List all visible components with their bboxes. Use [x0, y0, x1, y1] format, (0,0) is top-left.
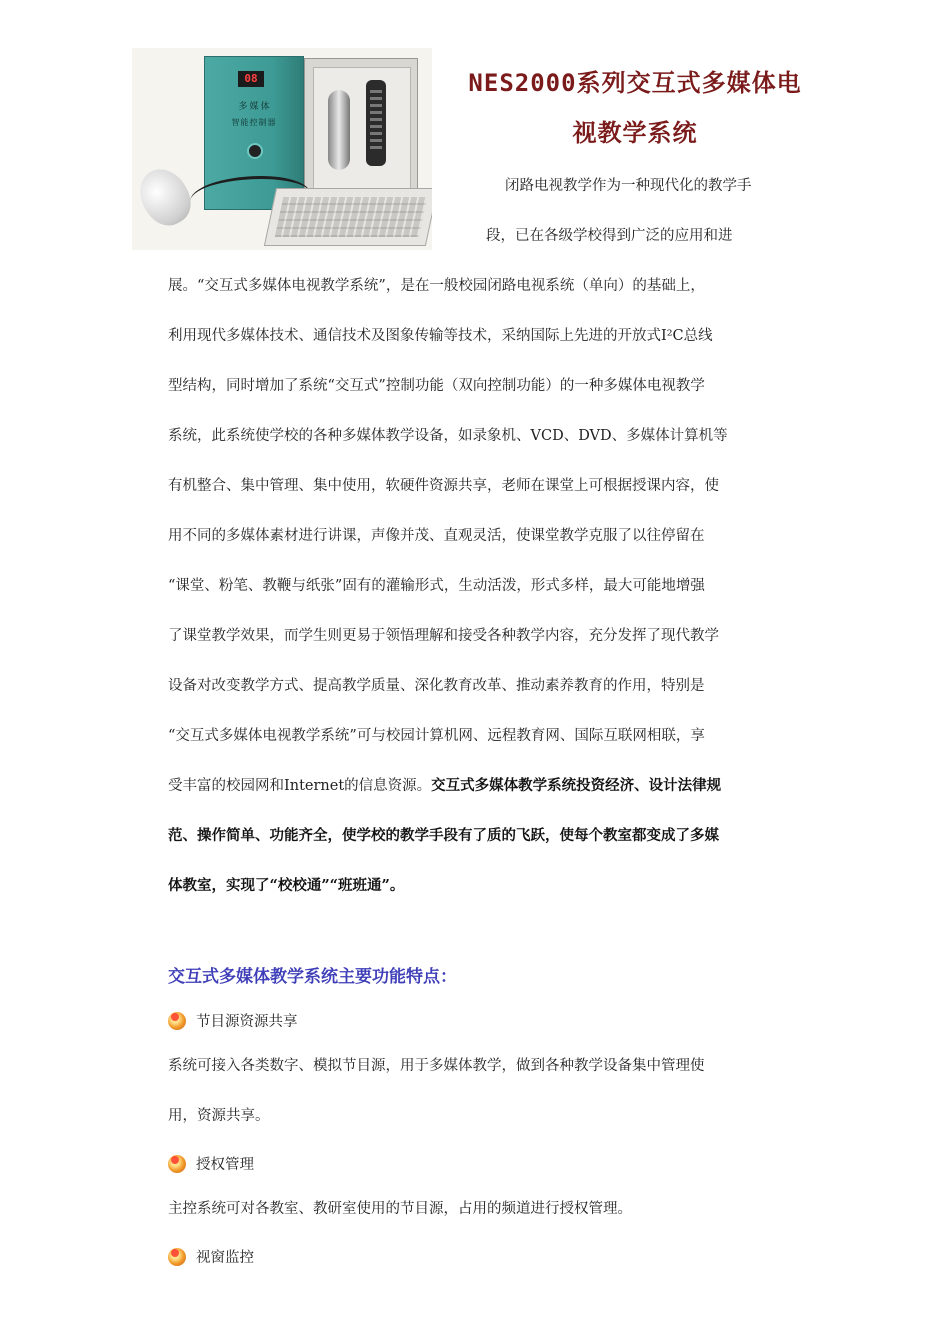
intro-bold-line: 范、操作简单、功能齐全，使学校的教学手段有了质的飞跃，使每个教室都变成了多媒 — [168, 827, 719, 844]
microphone — [328, 90, 350, 170]
intro-line: 设备对改变教学方式、提高教学质量、深化教育改革、推动素养教育的作用，特别是 — [168, 678, 705, 694]
feature-desc-line: 系统可接入各类数字、模拟节目源，用于多媒体教学，做到各种教学设备集中管理使 — [168, 1058, 705, 1074]
intro-normal-text: 受丰富的校园网和Internet的信息资源。 — [168, 778, 432, 794]
intro-line: “课堂、粉笔、教鞭与纸张”固有的灌输形式，生动活泼，形式多样，最大可能地增强 — [168, 578, 705, 594]
star-bullet-icon — [168, 1248, 186, 1266]
equipment-rack — [304, 58, 418, 208]
intro-mixed-line — [168, 776, 721, 796]
feature-label: 视窗监控 — [196, 1250, 254, 1266]
intro-line: 段，已在各级学校得到广泛的应用和进 — [486, 228, 733, 244]
led-display: 08 — [238, 71, 264, 87]
intro-line: 利用现代多媒体技术、通信技术及图象传输等技术，采纳国际上先进的开放式I²C总线 — [168, 328, 713, 344]
intro-line: 了课堂教学效果，而学生则更易于领悟理解和接受各种教学内容，充分发挥了现代教学 — [168, 628, 719, 644]
intro-line: 有机整合、集中管理、集中使用，软硬件资源共享，老师在课堂上可根据授课内容，使 — [168, 478, 719, 494]
title-line-1: NES2000系列交互式多媒体电 — [468, 69, 802, 97]
page-title — [440, 58, 830, 158]
cabinet-knob — [247, 143, 263, 159]
keyboard — [264, 188, 432, 246]
intro-bold-line: 体教室，实现了“校校通”“班班通”。 — [168, 877, 405, 894]
mouse — [132, 160, 199, 233]
cabinet-label-line2: 智能控制器 — [231, 118, 277, 127]
product-photo — [132, 48, 432, 250]
rack-inner-panel — [313, 67, 411, 201]
cabinet-label-line1: 多媒体 — [238, 102, 272, 112]
intro-line: 用不同的多媒体素材进行讲课，声像并茂、直观灵活，使课堂教学克服了以往停留在 — [168, 528, 705, 544]
feature-label: 节目源资源共享 — [196, 1014, 298, 1030]
intro-line: 型结构，同时增加了系统“交互式”控制功能（双向控制功能）的一种多媒体电视教学 — [168, 378, 705, 394]
star-bullet-icon — [168, 1012, 186, 1030]
star-bullet-icon — [168, 1155, 186, 1173]
intro-line: 系统，此系统使学校的各种多媒体教学设备，如录象机、VCD、DVD、多媒体计算机等 — [168, 428, 728, 444]
section-heading: 交互式多媒体教学系统主要功能特点： — [168, 967, 457, 987]
title-line-2: 视教学系统 — [572, 119, 698, 147]
remote-control — [366, 80, 386, 166]
intro-bold-text: 交互式多媒体教学系统投资经济、设计法律规 — [431, 777, 722, 794]
feature-desc-line: 用，资源共享。 — [168, 1108, 270, 1124]
feature-desc-line: 主控系统可对各教室、教研室使用的节目源，占用的频道进行授权管理。 — [168, 1201, 632, 1217]
intro-line: 闭路电视教学作为一种现代化的教学手 — [505, 178, 752, 194]
intro-line: “交互式多媒体电视教学系统”可与校园计算机网、远程教育网、国际互联网相联，享 — [168, 728, 705, 744]
feature-label: 授权管理 — [196, 1157, 254, 1173]
intro-line: 展。“交互式多媒体电视教学系统”，是在一般校园闭路电视系统（单向）的基础上， — [168, 278, 705, 294]
